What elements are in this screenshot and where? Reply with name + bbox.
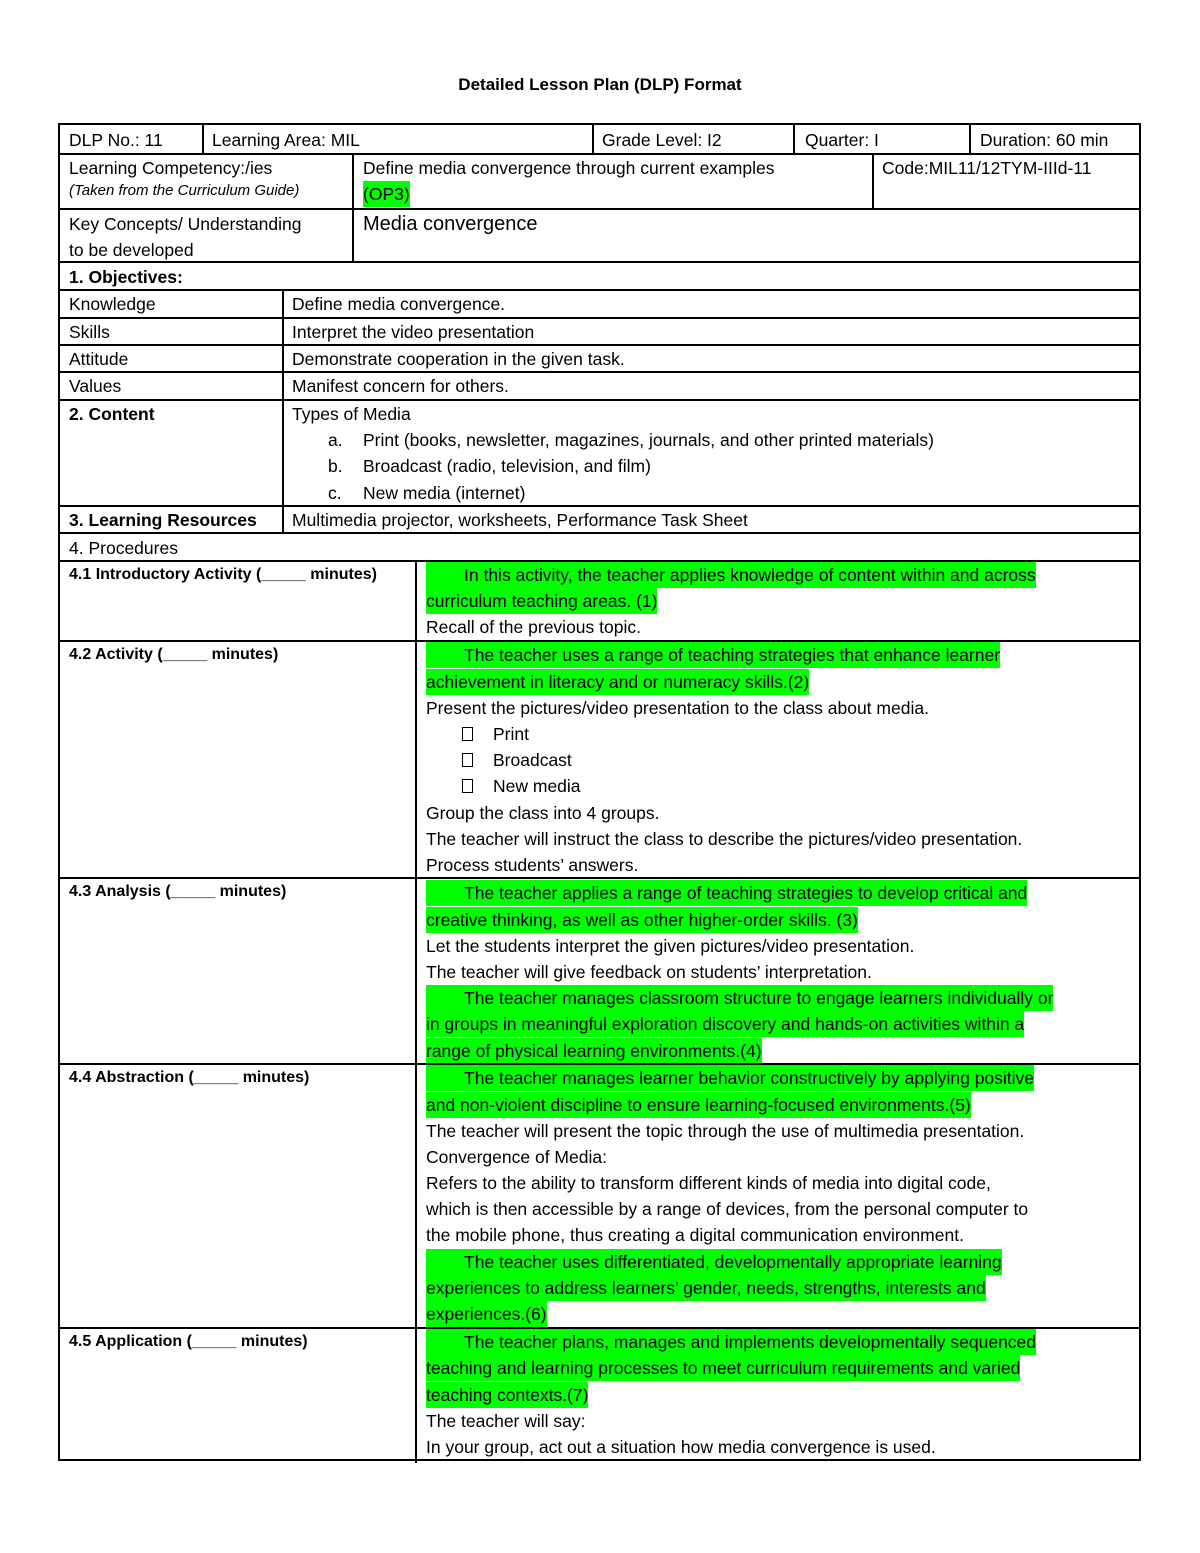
key-concepts-value: Media convergence xyxy=(363,213,538,235)
activity-bullet: Broadcast xyxy=(462,747,572,773)
analysis-label: 4.3 Analysis (_____ minutes) xyxy=(69,883,287,900)
analysis-highlight-1: The teacher applies a range of teaching strategies to develop critical and xyxy=(426,880,1027,906)
analysis-highlight-2: creative thinking, as well as other higher-order skills. (3) xyxy=(426,907,858,933)
abstraction-text-7: the mobile phone, thus creating a digital communication environment. xyxy=(426,1225,964,1245)
content-item-letter: c. xyxy=(328,483,342,503)
activity-text-3: Present the pictures/video presentation to the class about media. xyxy=(426,698,929,718)
activity-bullet: New media xyxy=(462,773,581,799)
abstraction-text-6: which is then accessible by a range of devices, from the personal computer to xyxy=(426,1199,1029,1219)
checkbox-icon xyxy=(462,753,473,767)
abstraction-label: 4.4 Abstraction (_____ minutes) xyxy=(69,1069,310,1086)
analysis-highlight-6: in groups in meaningful exploration discovery and hands-on activities within a xyxy=(426,1011,1024,1037)
objective-values-value: Manifest concern for others. xyxy=(292,376,509,396)
abstraction-highlight-1: The teacher manages learner behavior constructively by applying positive xyxy=(426,1065,1034,1091)
document-title: Detailed Lesson Plan (DLP) Format xyxy=(458,75,742,94)
objective-attitude-label: Attitude xyxy=(69,349,129,369)
content-heading: 2. Content xyxy=(69,404,155,424)
abstraction-text-3: The teacher will present the topic through the use of multimedia presentation. xyxy=(426,1121,1025,1141)
analysis-highlight-5: The teacher manages classroom structure to engage learners individually or xyxy=(426,985,1053,1011)
activity-bullet: Print xyxy=(462,721,529,747)
application-highlight-1: The teacher plans, manages and implements developmentally sequenced xyxy=(426,1329,1036,1355)
intro-highlight-1: In this activity, the teacher applies knowledge of content within and across xyxy=(426,562,1036,588)
grade-level: Grade Level: I2 xyxy=(602,130,722,150)
activity-text-5: The teacher will instruct the class to describe the pictures/video presentation. xyxy=(426,829,1023,849)
content-item-letter: b. xyxy=(328,456,343,476)
abstraction-highlight-9: experiences to address learners’ gender, needs, strengths, interests and xyxy=(426,1275,986,1301)
analysis-highlight-7: range of physical learning environments.(4) xyxy=(426,1038,762,1064)
competency-code: Code:MIL11/12TYM-IIId-11 xyxy=(882,158,1092,178)
application-text-5: In your group, act out a situation how media convergence is used. xyxy=(426,1437,936,1457)
objective-attitude-value: Demonstrate cooperation in the given task. xyxy=(292,349,625,369)
lesson-plan-table xyxy=(58,123,1141,1461)
abstraction-highlight-10: experiences.(6) xyxy=(426,1301,547,1327)
resources-value: Multimedia projector, worksheets, Performance Task Sheet xyxy=(292,510,748,530)
activity-highlight-2: achievement in literacy and or numeracy skills.(2) xyxy=(426,669,809,695)
competency-value: Define media convergence through current examples xyxy=(363,158,775,178)
content-item-letter: a. xyxy=(328,430,343,450)
objective-knowledge-label: Knowledge xyxy=(69,294,156,314)
content-item: New media (internet) xyxy=(363,483,526,503)
learning-area: Learning Area: MIL xyxy=(212,130,360,150)
intro-highlight-2: curriculum teaching areas. (1) xyxy=(426,588,657,614)
objective-knowledge-value: Define media convergence. xyxy=(292,294,506,314)
application-highlight-3: teaching contexts.(7) xyxy=(426,1382,588,1408)
abstraction-text-4: Convergence of Media: xyxy=(426,1147,607,1167)
objective-skills-value: Interpret the video presentation xyxy=(292,322,535,342)
analysis-text-4: The teacher will give feedback on students’ interpretation. xyxy=(426,962,872,982)
competency-note: (Taken from the Curriculum Guide) xyxy=(69,182,300,199)
application-label: 4.5 Application (_____ minutes) xyxy=(69,1333,308,1350)
resources-heading: 3. Learning Resources xyxy=(69,510,257,530)
abstraction-highlight-2: and non-violent discipline to ensure learning-focused environments.(5) xyxy=(426,1092,971,1118)
intro-activity-label: 4.1 Introductory Activity (_____ minutes) xyxy=(69,566,377,583)
intro-text-3: Recall of the previous topic. xyxy=(426,617,641,637)
objectives-heading: 1. Objectives: xyxy=(69,267,183,287)
competency-label: Learning Competency:/ies xyxy=(69,158,273,178)
application-highlight-2: teaching and learning processes to meet curriculum requirements and varied xyxy=(426,1355,1020,1381)
objective-values-label: Values xyxy=(69,376,122,396)
activity-label: 4.2 Activity (_____ minutes) xyxy=(69,646,279,663)
objective-skills-label: Skills xyxy=(69,322,110,342)
procedures-heading: 4. Procedures xyxy=(69,538,178,558)
abstraction-text-5: Refers to the ability to transform different kinds of media into digital code, xyxy=(426,1173,991,1193)
checkbox-icon xyxy=(462,727,473,741)
abstraction-highlight-8: The teacher uses differentiated, developmentally appropriate learning xyxy=(426,1249,1002,1275)
duration: Duration: 60 min xyxy=(980,130,1109,150)
key-concepts-label-2: to be developed xyxy=(69,240,194,260)
quarter: Quarter: I xyxy=(805,130,879,150)
content-item: Print (books, newsletter, magazines, journals, and other printed materials) xyxy=(363,430,934,450)
key-concepts-label-1: Key Concepts/ Understanding xyxy=(69,214,302,234)
competency-op: (OP3) xyxy=(363,181,410,207)
application-text-4: The teacher will say: xyxy=(426,1411,586,1431)
dlp-number: DLP No.: 11 xyxy=(69,130,163,150)
checkbox-icon xyxy=(462,779,473,793)
analysis-text-3: Let the students interpret the given pictures/video presentation. xyxy=(426,936,915,956)
activity-text-6: Process students’ answers. xyxy=(426,855,639,875)
content-item: Broadcast (radio, television, and film) xyxy=(363,456,651,476)
content-intro: Types of Media xyxy=(292,404,411,424)
activity-highlight-1: The teacher uses a range of teaching strategies that enhance learner xyxy=(426,642,1000,668)
activity-text-4: Group the class into 4 groups. xyxy=(426,803,660,823)
